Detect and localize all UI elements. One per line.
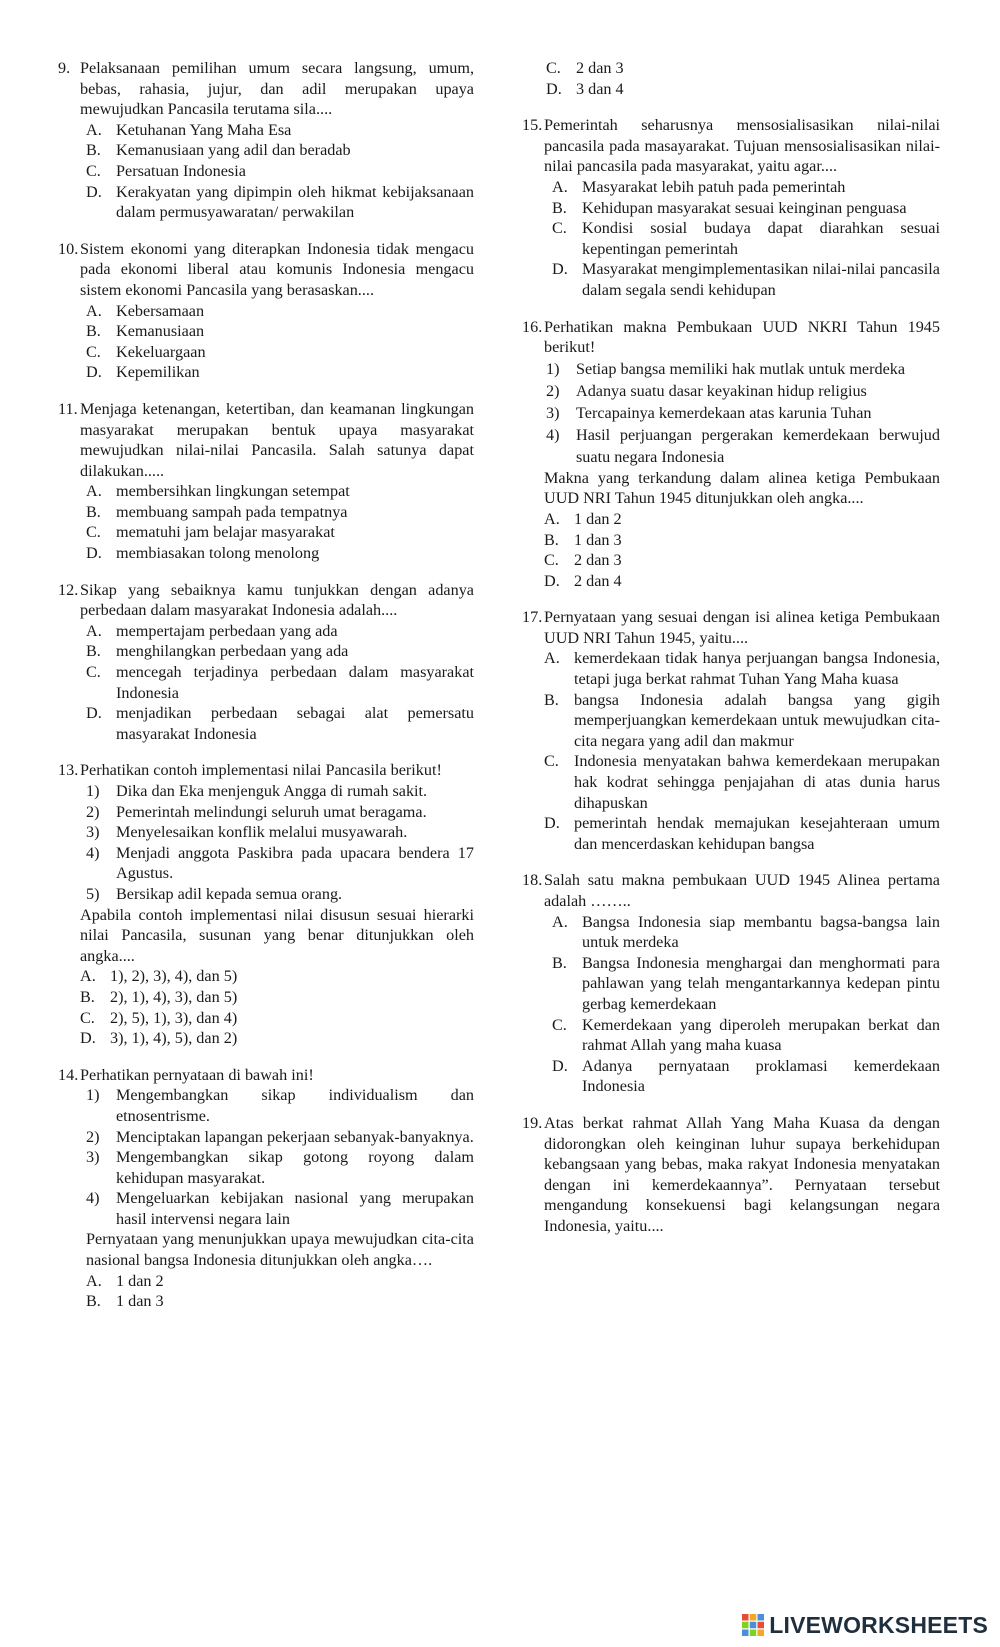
statement-item xyxy=(546,380,940,402)
statement-item xyxy=(86,1147,474,1188)
option-b[interactable] xyxy=(544,690,940,752)
option-b[interactable] xyxy=(544,530,940,551)
question-10 xyxy=(58,239,474,383)
question-number: 18. xyxy=(522,871,543,890)
statement-item xyxy=(86,1085,474,1126)
question-text: Perhatikan pernyataan di bawah ini! xyxy=(80,1065,314,1084)
question-16 xyxy=(522,317,940,592)
question-number: 10. xyxy=(58,239,79,258)
option-text: Kemanusiaan yang adil dan beradab xyxy=(116,141,351,160)
option-text: 3), 1), 4), 5), dan 2) xyxy=(110,1029,238,1048)
option-label: C. xyxy=(80,1008,95,1027)
item-text: Tercapainya kemerdekaan atas karunia Tuhan xyxy=(576,403,872,422)
option-b[interactable] xyxy=(80,987,474,1008)
option-text: membuang sampah pada tempatnya xyxy=(116,502,348,521)
option-text: mempertajam perbedaan yang ada xyxy=(116,621,338,640)
question-text: Salah satu makna pembukaan UUD 1945 Alinea pertama adalah …….. xyxy=(544,871,940,910)
question-number: 9. xyxy=(58,59,71,77)
option-label: A. xyxy=(552,912,568,931)
question-number: 12. xyxy=(58,580,79,599)
option-d[interactable] xyxy=(552,1056,940,1097)
option-text: Kekeluargaan xyxy=(116,342,206,361)
option-text: bangsa Indonesia adalah bangsa yang gigih memperjuangkan kemerdekaan untuk mewujudkan cita-cita negara yang adil dan makmur xyxy=(574,690,940,750)
right-column xyxy=(522,58,940,1253)
option-d[interactable] xyxy=(86,182,474,223)
item-text: Dika dan Eka menjenguk Angga di rumah sakit. xyxy=(116,782,428,800)
statement-list xyxy=(86,781,474,905)
question-text: Pemerintah seharusnya mensosialisasikan nilai-nilai pancasila pada masayarakat. Tujuan mensosialisasikan nilai-nilai pancasila pada masyarakat, yaitu agar.... xyxy=(544,116,940,176)
option-label: B. xyxy=(552,198,567,217)
option-text: Ketuhanan Yang Maha Esa xyxy=(116,120,292,139)
option-text: Masyarakat mengimplementasikan nilai-nilai pancasila dalam segala sendi kehidupan xyxy=(582,260,940,299)
option-text: mematuhi jam belajar masyarakat xyxy=(116,523,335,542)
option-label: C. xyxy=(552,1015,567,1034)
option-label: B. xyxy=(80,987,95,1006)
option-label: A. xyxy=(544,509,560,528)
option-text: 3 dan 4 xyxy=(576,79,624,98)
statement-list xyxy=(86,1085,474,1229)
option-label: A. xyxy=(552,177,568,196)
item-label: 4) xyxy=(86,843,100,862)
item-label: 1) xyxy=(86,782,100,800)
question-19 xyxy=(522,1113,940,1237)
option-text: menjadikan perbedaan sebagai alat pemersatu masyarakat Indonesia xyxy=(116,704,474,743)
statement-item xyxy=(86,822,474,843)
option-text: Indonesia menyatakan bahwa kemerdekaan merupakan hak kodrat sehingga penjajahan di atas dunia harus dihapuskan xyxy=(574,752,940,812)
item-text: Mengeluarkan kebijakan nasional yang merupakan hasil intervensi negara lain xyxy=(116,1189,474,1228)
option-c[interactable] xyxy=(86,662,474,703)
item-label: 2) xyxy=(546,381,560,400)
option-c[interactable] xyxy=(86,342,474,363)
option-c[interactable] xyxy=(546,58,940,79)
option-d[interactable] xyxy=(546,79,940,100)
question-text: Menjaga ketenangan, ketertiban, dan keamanan lingkungan masyarakat merupakan bentuk upaya masyarakat mewujudkan nilai-nilai Pancasila. Salah satunya dapat dilakukan..... xyxy=(80,399,474,480)
option-label: C. xyxy=(86,663,101,682)
option-text: Kemanusiaan xyxy=(116,322,205,341)
option-text: membersihkan lingkungan setempat xyxy=(116,482,350,501)
option-label: D. xyxy=(552,1056,568,1075)
item-text: Adanya suatu dasar keyakinan hidup religius xyxy=(576,381,867,400)
option-text: 2), 5), 1), 3), dan 4) xyxy=(110,1008,238,1027)
option-label: D. xyxy=(544,571,560,590)
option-a[interactable] xyxy=(86,301,474,322)
question-14-continued xyxy=(522,58,940,99)
statement-item xyxy=(86,781,474,802)
question-text: Atas berkat rahmat Allah Yang Maha Kuasa da dengan didorongkan oleh keinginan luhur supaya berkehidupan kebangsaan yang bebas, maka rakyat Indonesia menyatakan dengan ini kemerdekaannya”. Pernyataan tersebut mengandung konsekuensi bagi kelangsungan negara Indonesia, yaitu.... xyxy=(544,1113,940,1235)
option-label: B. xyxy=(544,530,559,549)
option-text: Masyarakat lebih patuh pada pemerintah xyxy=(582,177,846,196)
option-label: D. xyxy=(86,363,102,382)
item-label: 4) xyxy=(546,425,560,444)
question-text: Perhatikan makna Pembukaan UUD NKRI Tahun 1945 berikut! xyxy=(544,317,940,357)
option-label: A. xyxy=(544,649,560,668)
item-text: Mengembangkan sikap individualism dan etnosentrisme. xyxy=(116,1086,474,1125)
logo-text: LIVEWORKSHEETS xyxy=(769,1611,988,1638)
option-text: kemerdekaan tidak hanya perjuangan bangsa Indonesia, tetapi juga berkat rahmat Tuhan Yang Maha kuasa xyxy=(574,649,940,689)
option-label: C. xyxy=(86,523,101,542)
question-11 xyxy=(58,399,474,564)
option-d[interactable] xyxy=(86,543,474,564)
statement-item xyxy=(546,358,940,380)
option-d[interactable] xyxy=(86,703,474,744)
option-label: D. xyxy=(546,79,562,98)
option-text: 2 dan 3 xyxy=(576,59,624,77)
option-label: D. xyxy=(544,814,560,833)
statement-item xyxy=(546,402,940,424)
option-a[interactable] xyxy=(544,509,940,530)
question-note: Makna yang terkandung dalam alinea ketiga Pembukaan UUD NRI Tahun 1945 ditunjukkan oleh angka.... xyxy=(544,468,940,508)
option-text: 1 dan 2 xyxy=(116,1271,164,1290)
item-text: Menjadi anggota Paskibra pada upacara bendera 17 Agustus. xyxy=(116,843,474,883)
option-label: B. xyxy=(86,1292,101,1311)
question-number: 17. xyxy=(522,608,543,627)
option-a[interactable] xyxy=(86,120,474,141)
answer-options xyxy=(544,509,940,591)
option-label: A. xyxy=(86,482,102,501)
statement-item xyxy=(86,802,474,823)
option-text: Persatuan Indonesia xyxy=(116,161,246,180)
item-label: 2) xyxy=(86,802,100,821)
question-note: Apabila contoh implementasi nilai disusun sesuai hierarki nilai Pancasila, susunan yang benar ditunjukkan oleh angka.... xyxy=(80,905,474,965)
item-label: 3) xyxy=(86,823,100,842)
item-label: 3) xyxy=(546,403,560,422)
option-c[interactable] xyxy=(80,1008,474,1029)
question-14 xyxy=(58,1065,474,1312)
option-text: Kehidupan masyarakat sesuai keinginan penguasa xyxy=(582,198,907,217)
option-c[interactable] xyxy=(552,218,940,259)
item-text: Mengembangkan sikap gotong royong dalam kehidupan masyarakat. xyxy=(116,1148,474,1187)
answer-options xyxy=(80,966,474,1048)
option-c[interactable] xyxy=(86,161,474,182)
item-text: Menciptakan lapangan pekerjaan sebanyak-banyaknya. xyxy=(116,1127,474,1146)
statement-item xyxy=(86,884,474,905)
answer-options xyxy=(86,120,474,223)
option-c[interactable] xyxy=(544,751,940,813)
option-a[interactable] xyxy=(86,1271,474,1292)
question-17 xyxy=(522,607,940,854)
answer-options xyxy=(552,912,940,1097)
question-number: 13. xyxy=(58,761,79,780)
worksheet-grid-icon xyxy=(741,1613,765,1637)
option-label: C. xyxy=(544,752,559,771)
item-text: Hasil perjuangan pergerakan kemerdekaan berwujud suatu negara Indonesia xyxy=(576,425,940,466)
option-label: D. xyxy=(86,704,102,723)
option-label: C. xyxy=(86,161,101,180)
option-text: 1 dan 2 xyxy=(574,509,622,528)
answer-options xyxy=(86,301,474,383)
question-number: 19. xyxy=(522,1113,543,1132)
question-number: 14. xyxy=(58,1065,79,1084)
option-label: D. xyxy=(552,260,568,279)
option-label: A. xyxy=(86,301,102,320)
question-9 xyxy=(58,58,474,223)
option-text: 2 dan 4 xyxy=(574,571,622,590)
option-b[interactable] xyxy=(86,641,474,662)
option-label: D. xyxy=(86,182,102,201)
option-label: B. xyxy=(86,502,101,521)
option-b[interactable] xyxy=(86,140,474,161)
item-label: 1) xyxy=(546,359,560,378)
option-text: 2), 1), 4), 3), dan 5) xyxy=(110,987,238,1006)
option-a[interactable] xyxy=(544,648,940,689)
option-text: 1), 2), 3), 4), dan 5) xyxy=(110,967,238,986)
option-b[interactable] xyxy=(86,321,474,342)
option-d[interactable] xyxy=(544,813,940,854)
item-text: Menyelesaikan konflik melalui musyawarah. xyxy=(116,823,408,842)
option-label: C. xyxy=(544,551,559,570)
option-label: B. xyxy=(86,642,101,661)
question-text: Pelaksanaan pemilihan umum secara langsung, umum, bebas, rahasia, jujur, dan adil merupakan upaya mewujudkan Pancasila terutama sila.... xyxy=(80,59,474,119)
option-text: pemerintah hendak memajukan kesejahteraan umum dan mencerdaskan kehidupan bangsa xyxy=(574,814,940,853)
option-label: D. xyxy=(86,544,102,563)
item-text: Setiap bangsa memiliki hak mutlak untuk merdeka xyxy=(576,359,906,378)
option-text: 2 dan 3 xyxy=(574,551,622,570)
option-d[interactable] xyxy=(86,362,474,383)
option-text: Kebersamaan xyxy=(116,301,205,320)
statement-item xyxy=(86,1188,474,1229)
option-c[interactable] xyxy=(544,550,940,571)
question-number: 15. xyxy=(522,116,543,135)
option-label: D. xyxy=(80,1029,96,1048)
statement-list xyxy=(546,358,940,468)
option-b[interactable] xyxy=(86,1291,474,1312)
answer-options xyxy=(544,648,940,854)
option-text: 1 dan 3 xyxy=(574,530,622,549)
option-text: Adanya pernyataan proklamasi kemerdekaan Indonesia xyxy=(582,1056,940,1096)
option-label: A. xyxy=(86,621,102,640)
option-label: A. xyxy=(86,120,102,139)
option-text: menghilangkan perbedaan yang ada xyxy=(116,642,349,661)
answer-options xyxy=(552,177,940,301)
option-label: B. xyxy=(544,690,559,709)
option-label: C. xyxy=(546,59,561,77)
option-text: 1 dan 3 xyxy=(116,1292,164,1311)
option-text: Kepemilikan xyxy=(116,363,200,382)
option-text: Bangsa Indonesia siap membantu bagsa-bangsa lain untuk merdeka xyxy=(582,912,940,952)
item-text: Pemerintah melindungi seluruh umat beragama. xyxy=(116,802,427,821)
option-a[interactable] xyxy=(552,912,940,953)
option-a[interactable] xyxy=(552,177,940,198)
option-b[interactable] xyxy=(552,198,940,219)
option-a[interactable] xyxy=(80,966,474,987)
item-label: 2) xyxy=(86,1127,100,1146)
item-label: 1) xyxy=(86,1086,100,1105)
question-text: Pernyataan yang sesuai dengan isi alinea ketiga Pembukaan UUD NRI Tahun 1945, yaitu.... xyxy=(544,608,940,647)
option-label: B. xyxy=(552,953,567,972)
question-text: Perhatikan contoh implementasi nilai Pancasila berikut! xyxy=(80,761,442,780)
answer-options xyxy=(86,621,474,745)
question-12 xyxy=(58,580,474,745)
item-text: Bersikap adil kepada semua orang. xyxy=(116,884,343,903)
option-text: mencegah terjadinya perbedaan dalam masyarakat Indonesia xyxy=(116,663,474,702)
option-d[interactable] xyxy=(80,1028,474,1049)
question-15 xyxy=(522,115,940,300)
item-label: 3) xyxy=(86,1148,100,1167)
option-text: Kerakyatan yang dipimpin oleh hikmat kebijaksanaan dalam permusyawaratan/ perwakilan xyxy=(116,182,474,222)
item-label: 5) xyxy=(86,884,100,903)
option-c[interactable] xyxy=(552,1015,940,1056)
option-label: B. xyxy=(86,141,101,160)
answer-options xyxy=(86,1271,474,1312)
left-column xyxy=(58,58,474,1328)
question-18 xyxy=(522,870,940,1097)
option-text: Kondisi sosial budaya dapat diarahkan sesuai kepentingan pemerintah xyxy=(582,219,940,258)
option-a[interactable] xyxy=(86,481,474,502)
answer-options xyxy=(86,481,474,563)
option-c[interactable] xyxy=(86,522,474,543)
question-text: Sikap yang sebaiknya kamu tunjukkan dengan adanya perbedaan dalam masyarakat Indonesia adalah.... xyxy=(80,580,474,620)
statement-item xyxy=(86,843,474,884)
question-number: 11. xyxy=(58,399,78,418)
option-d[interactable] xyxy=(544,571,940,592)
option-label: A. xyxy=(86,1271,102,1290)
answer-options xyxy=(546,58,940,99)
liveworksheets-logo xyxy=(741,1611,988,1639)
question-number: 16. xyxy=(522,317,543,336)
option-b[interactable] xyxy=(552,953,940,1015)
option-label: C. xyxy=(86,342,101,361)
question-13 xyxy=(58,760,474,1048)
option-text: Kemerdekaan yang diperoleh merupakan berkat dan rahmat Allah yang maha kuasa xyxy=(582,1015,940,1055)
statement-item xyxy=(546,424,940,468)
option-label: A. xyxy=(80,967,96,986)
question-note: Pernyataan yang menunjukkan upaya mewujudkan cita-cita nasional bangsa Indonesia ditunjukkan oleh angka…. xyxy=(86,1230,474,1270)
option-label: C. xyxy=(552,219,567,238)
option-d[interactable] xyxy=(552,259,940,300)
statement-item xyxy=(86,1127,474,1148)
option-text: Bangsa Indonesia menghargai dan menghormati para pahlawan yang telah mengantarkannya kedepan pintu gerbag kemerdekaan xyxy=(582,953,940,1013)
option-a[interactable] xyxy=(86,621,474,642)
question-text: Sistem ekonomi yang diterapkan Indonesia tidak mengacu pada ekonomi liberal atau komunis Indonesia mengacu sistem ekonomi Pancasila yang berasaskan.... xyxy=(80,239,474,299)
option-text: membiasakan tolong menolong xyxy=(116,544,320,563)
option-label: B. xyxy=(86,322,101,341)
option-b[interactable] xyxy=(86,502,474,523)
item-label: 4) xyxy=(86,1189,100,1208)
